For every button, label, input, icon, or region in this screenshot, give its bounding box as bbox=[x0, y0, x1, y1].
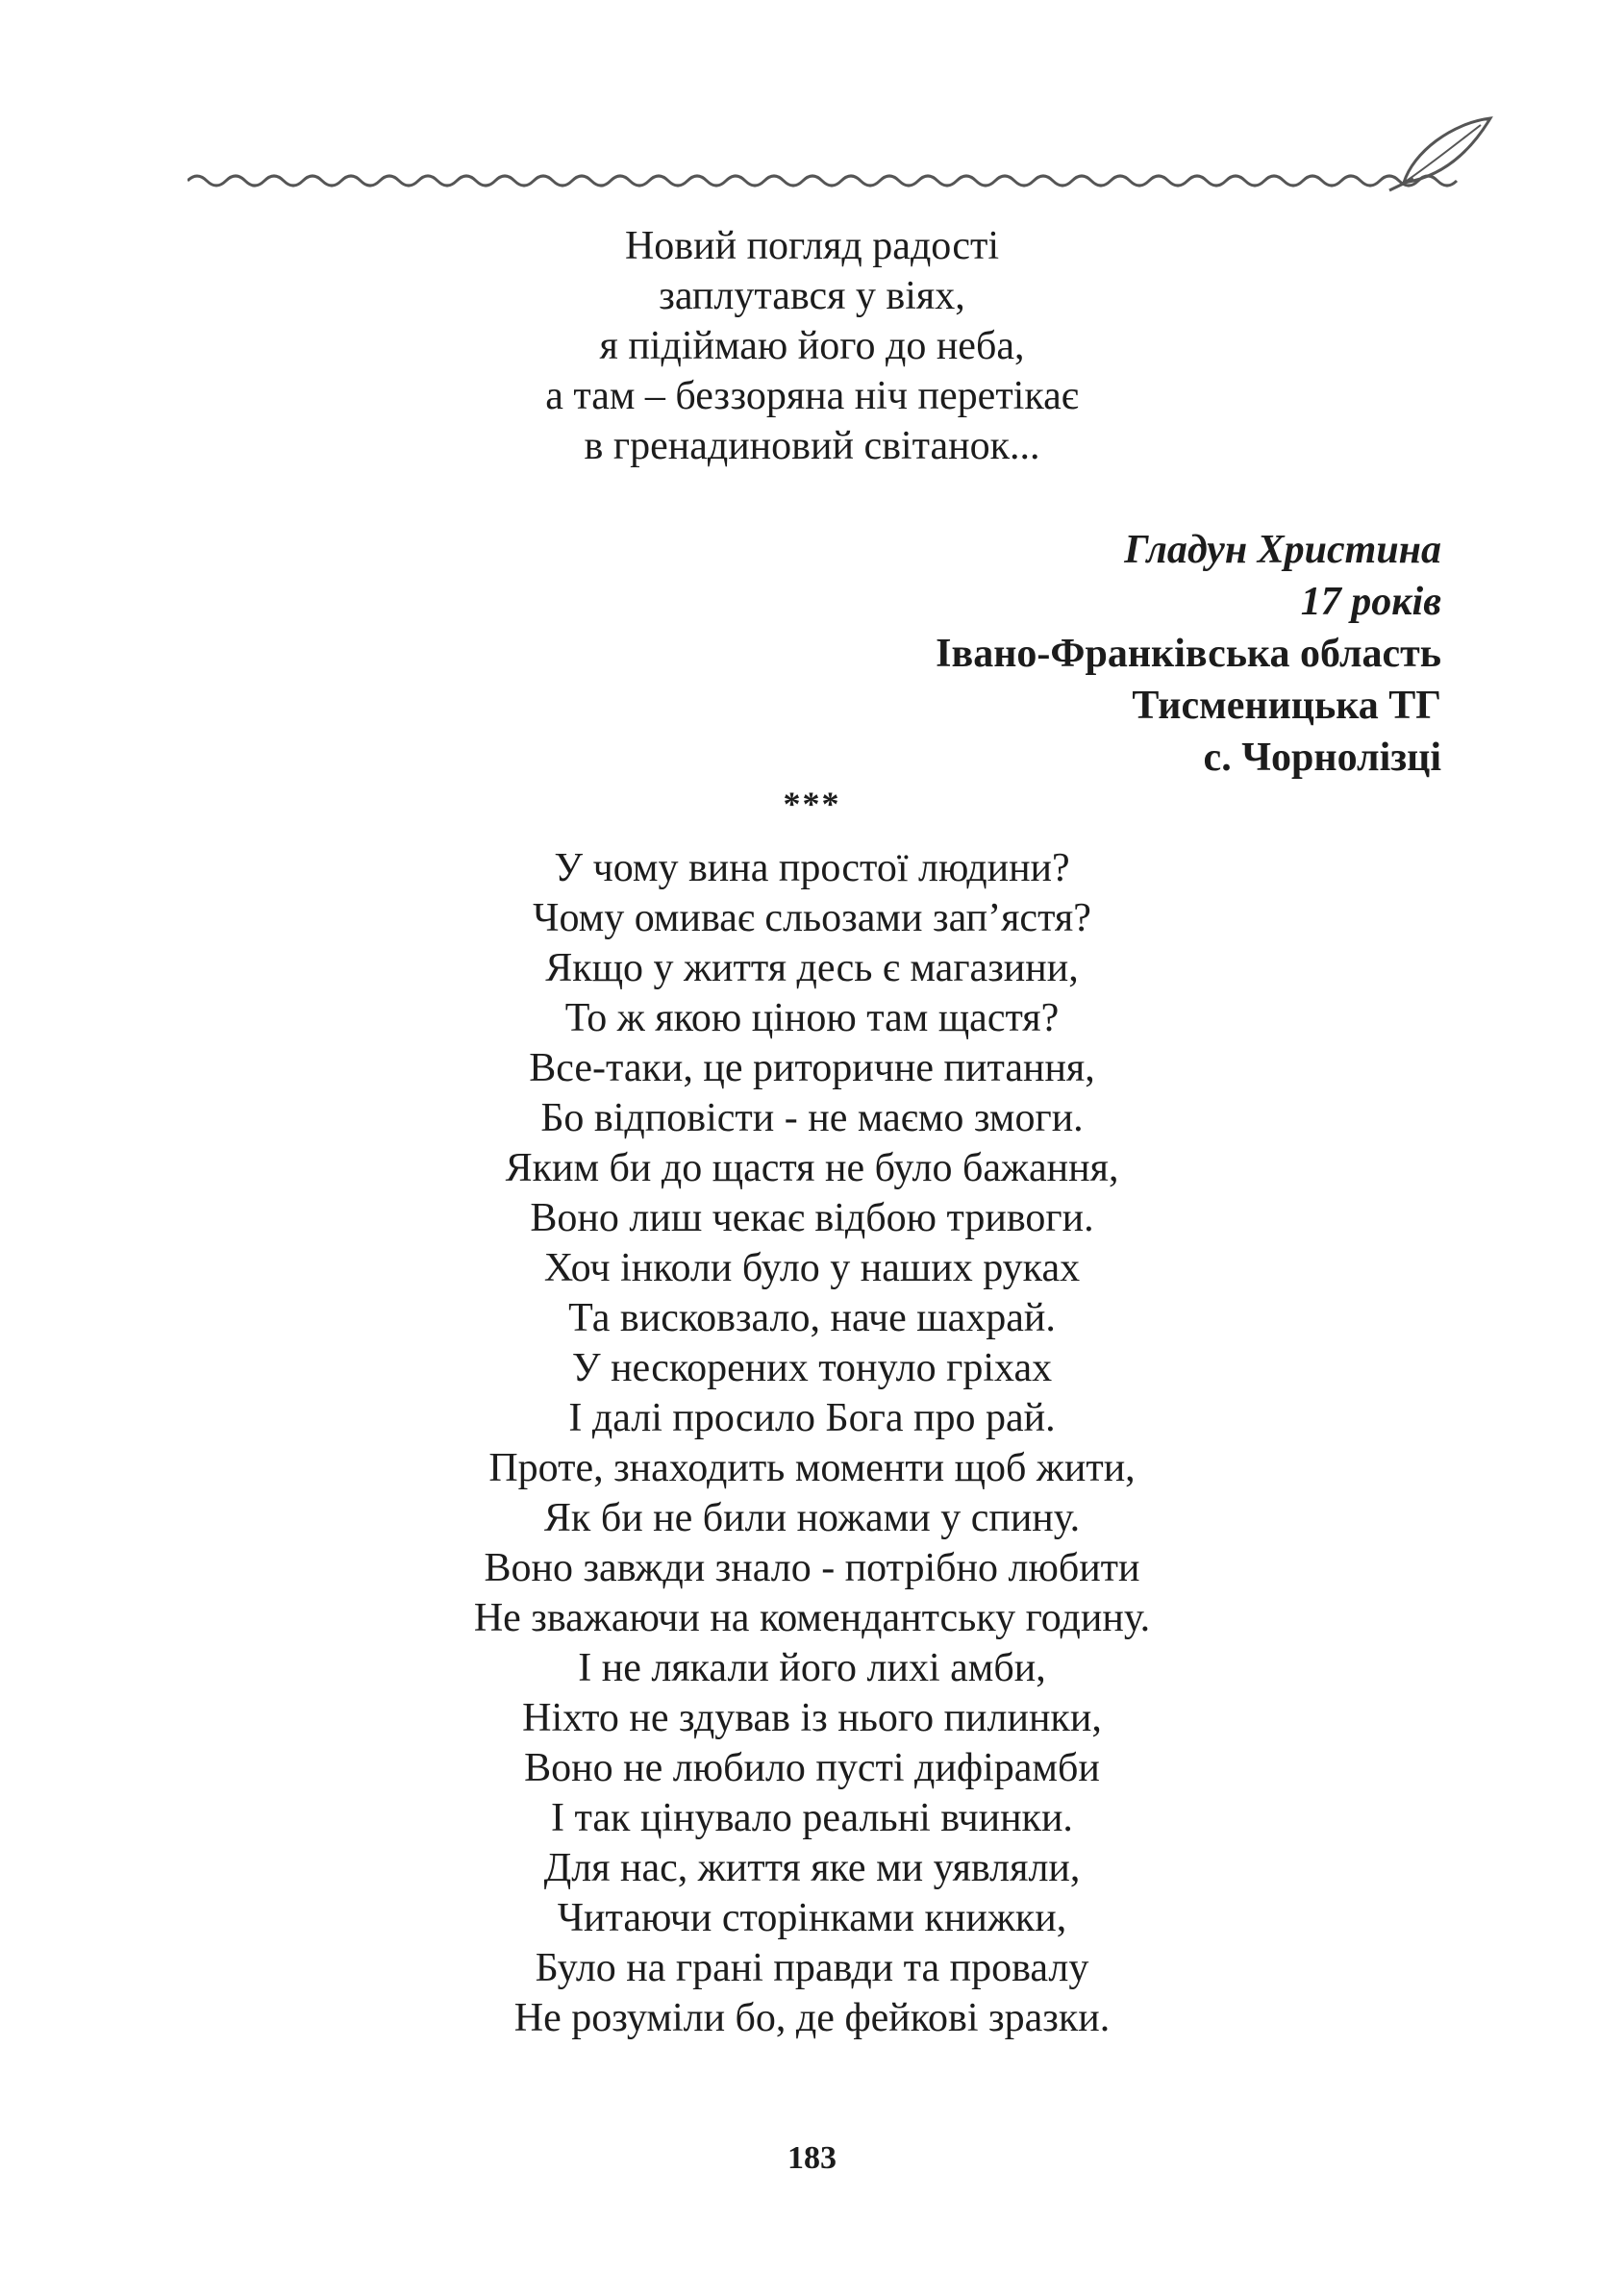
poem-line: У чому вина простої людини? bbox=[554, 846, 1070, 890]
author-region: Івано-Франківська область bbox=[936, 632, 1441, 676]
poem-line: Воно лиш чекає відбою тривоги. bbox=[530, 1196, 1094, 1240]
poem-line: Хоч інколи було у наших руках bbox=[543, 1246, 1081, 1290]
poem-line: я підіймаю його до неба, bbox=[599, 324, 1025, 368]
poem-line: а там – беззоряна ніч перетікає bbox=[545, 374, 1079, 418]
poem-2 bbox=[0, 843, 1624, 2043]
poem-line: Ніхто не здував із нього пилинки, bbox=[522, 1696, 1102, 1740]
feather-quill-icon bbox=[1389, 118, 1490, 190]
author-community: Тисменицька ТГ bbox=[1132, 684, 1441, 728]
poem-line: заплутався у віях, bbox=[659, 274, 965, 318]
poem-fragment-1 bbox=[0, 221, 1624, 471]
poem-line: Як би не били ножами у спину. bbox=[543, 1496, 1081, 1540]
poem-line: в гренадиновий світанок... bbox=[584, 424, 1040, 468]
author-name: Гладун Христина bbox=[1124, 528, 1441, 572]
poem-line: І не лякали його лихі амби, bbox=[578, 1646, 1046, 1690]
poem-line: Новий погляд радості bbox=[624, 224, 1000, 268]
poem-line: І так цінувало реальні вчинки. bbox=[551, 1796, 1073, 1840]
poem-line: Для нас, життя яке ми уявляли, bbox=[543, 1846, 1081, 1890]
author-village: с. Чорнолізці bbox=[1203, 736, 1441, 780]
wave-line bbox=[187, 176, 1457, 186]
poem-line: Проте, знаходить моменти щоб жити, bbox=[488, 1446, 1136, 1490]
poem-line: Якщо у життя десь є магазини, bbox=[545, 946, 1079, 990]
poem-line: У нескорених тонуло гріхах bbox=[571, 1346, 1053, 1390]
poem-line: Воно не любило пусті дифірамби bbox=[524, 1746, 1100, 1790]
poem-line: То ж якою ціною там щастя? bbox=[564, 996, 1060, 1040]
poem-line: Яким би до щастя не було бажання, bbox=[505, 1146, 1119, 1190]
poem-line: Все-таки, це риторичне питання, bbox=[529, 1046, 1095, 1090]
poem-line: Бо відповісти - не маємо змоги. bbox=[540, 1096, 1084, 1140]
author-age: 17 років bbox=[1300, 580, 1441, 624]
header-wave-ornament bbox=[187, 113, 1495, 200]
poem-line: Не зважаючи на комендантську годину. bbox=[473, 1596, 1151, 1640]
poem-line: Читаючи сторінками книжки, bbox=[557, 1896, 1067, 1940]
poem-line: Не розуміли бо, де фейкові зразки. bbox=[513, 1996, 1111, 2040]
poem-line: Було на грані правди та провалу bbox=[535, 1946, 1089, 1990]
page-number: 183 bbox=[787, 2140, 837, 2176]
poem-line: Та висковзало, наче шахрай. bbox=[568, 1296, 1056, 1340]
poem-line: Воно завжди знало - потрібно любити bbox=[484, 1546, 1140, 1590]
poem-line: І далі просило Бога про рай. bbox=[568, 1396, 1056, 1440]
poem-separator: *** bbox=[783, 785, 841, 823]
poem-line: Чому омиває сльозами зап’ястя? bbox=[533, 896, 1091, 940]
author-attribution bbox=[936, 524, 1441, 784]
